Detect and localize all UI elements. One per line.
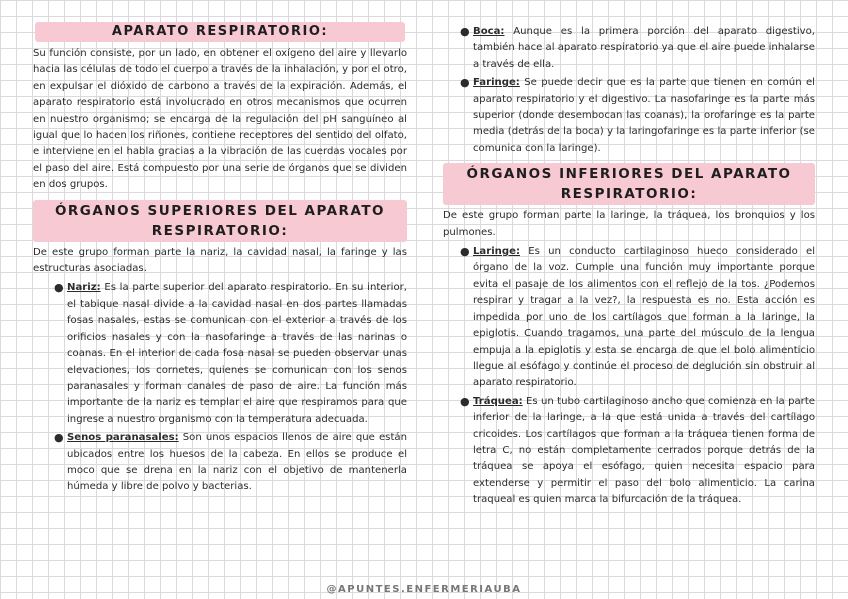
item-text: Son unos espacios llenos de aire que están ubicados entre los huesos de la cabeza. En ellos se produce el moco que se drena en la nariz con el objetivo de mantenerla húmeda y libre de polvo y bacterias. xyxy=(67,432,407,493)
list-item-faringe xyxy=(443,75,815,157)
list-item-boca xyxy=(443,24,815,73)
main-title: APARATO RESPIRATORIO: xyxy=(35,22,405,42)
item-text: Aunque es la primera porción del aparato digestivo, también hace al aparato respiratorio ya que el aire puede inhalarse a través de ella. xyxy=(473,26,816,70)
bullet-icon: ● xyxy=(460,245,470,259)
superior-intro: De este grupo forman parte la nariz, la cavidad nasal, la faringe y las estructuras asociadas. xyxy=(33,246,407,275)
bullet-icon: ● xyxy=(460,394,470,408)
term-faringe: Faringe: xyxy=(473,77,520,89)
item-text: Es un tubo cartilaginoso ancho que comienza en la parte inferior de la laringe, a la que está unida a través del cartílago cricoides. Los cartílagos que forman a la tráquea tienen forma de letra C, no están completamente cerrados porque detrás de la tráquea se apoya el esófago, quien necesita espacio para extenderse y permitir el paso del bolo alimenticio. La carina traqueal es quien marca la bifurcación de la tráquea. xyxy=(473,395,815,506)
term-laringe: Laringe: xyxy=(473,246,520,258)
superior-organs-title: ÓRGANOS SUPERIORES DEL APARATO RESPIRATORIO: xyxy=(33,200,407,242)
inferior-organs-list xyxy=(443,244,815,509)
intro-paragraph: Su función consiste, por un lado, en obtener el oxígeno del aire y llevarlo hacia las células de todo el cuerpo a través de la inhalación, y por el otro, en expulsar el dióxido de carbono a través de la expiración. Además, el aparato respiratorio está involucrado en otros mecanismos que ocurren en nuestro organismo; se encarga de la regulación del pH sanguíneo al igual que lo hacen los riñones, contiene receptores del sentido del olfato, e interviene en el habla gracias a la vibración de las cuerdas vocales por el paso del aire. Está compuesto por una serie de órganos que se dividen en dos grupos. xyxy=(33,48,407,191)
term-traquea: Tráquea: xyxy=(473,395,523,407)
footer-handle: @APUNTES.ENFERMERIAUBA xyxy=(326,584,522,595)
inferior-intro: De este grupo forman parte la laringe, la tráquea, los bronquios y los pulmones. xyxy=(443,210,815,238)
superior-organs-list-continued xyxy=(443,24,815,157)
inferior-organs-title: ÓRGANOS INFERIORES DEL APARATO RESPIRATORIO: xyxy=(443,163,815,205)
list-item-senos-paranasales xyxy=(33,430,407,496)
bullet-icon: ● xyxy=(54,431,64,445)
bullet-icon: ● xyxy=(54,281,64,295)
superior-organs-list xyxy=(33,280,407,495)
list-item-nariz xyxy=(33,280,407,428)
term-nariz: Nariz: xyxy=(67,282,101,294)
item-text: Es la parte superior del aparato respiratorio. En su interior, el tabique nasal divide a la cavidad nasal en dos partes llamadas fosas nasales, estas se comunican con el exterior a través de los orificios nasales y con la nasofaringe a través de las narinas o coanas. En el interior de cada fosa nasal se pueden observar unas elevaciones, los cornetes, quienes se comunican con los senos paranasales y forman canales de paso de aire. La función más importante de la nariz es templar el aire que respiramos para que ingrese a nuestro organismo con la temperatura adecuada. xyxy=(67,282,407,425)
item-text: Es un conducto cartilaginoso hueco considerado el órgano de la voz. Cumple una función muy importante porque evita el pasaje de los alimentos con el reflejo de la tos. ¿Podemos respirar y tragar a la vez?, la respuesta es no. Esta acción es impedida por uno de los cartílagos que forman a la laringe, la epiglotis. Cuando tragamos, una parte del músculo de la lengua empuja a la epiglotis y esta se encarga de que el bolo alimenticio llegue al esófago y continúe el proceso de deglución sin obstruir al aparato respiratorio. xyxy=(473,246,815,389)
term-boca: Boca: xyxy=(473,26,505,37)
left-column xyxy=(33,18,407,498)
list-item-traquea xyxy=(443,394,815,509)
right-column xyxy=(443,18,815,511)
term-senos-paranasales: Senos paranasales: xyxy=(67,432,179,444)
bullet-icon: ● xyxy=(460,25,470,38)
list-item-laringe xyxy=(443,244,815,392)
item-text: Se puede decir que es la parte que tienen en común el aparato respiratorio y el digestivo. La nasofaringe es la parte más superior (donde desembocan las coanas), la orofaringe es la parte media (detrás de la boca) y la laringofaringe es la parte inferior (se comunica con la laringe). xyxy=(473,77,815,154)
bullet-icon: ● xyxy=(460,76,470,90)
